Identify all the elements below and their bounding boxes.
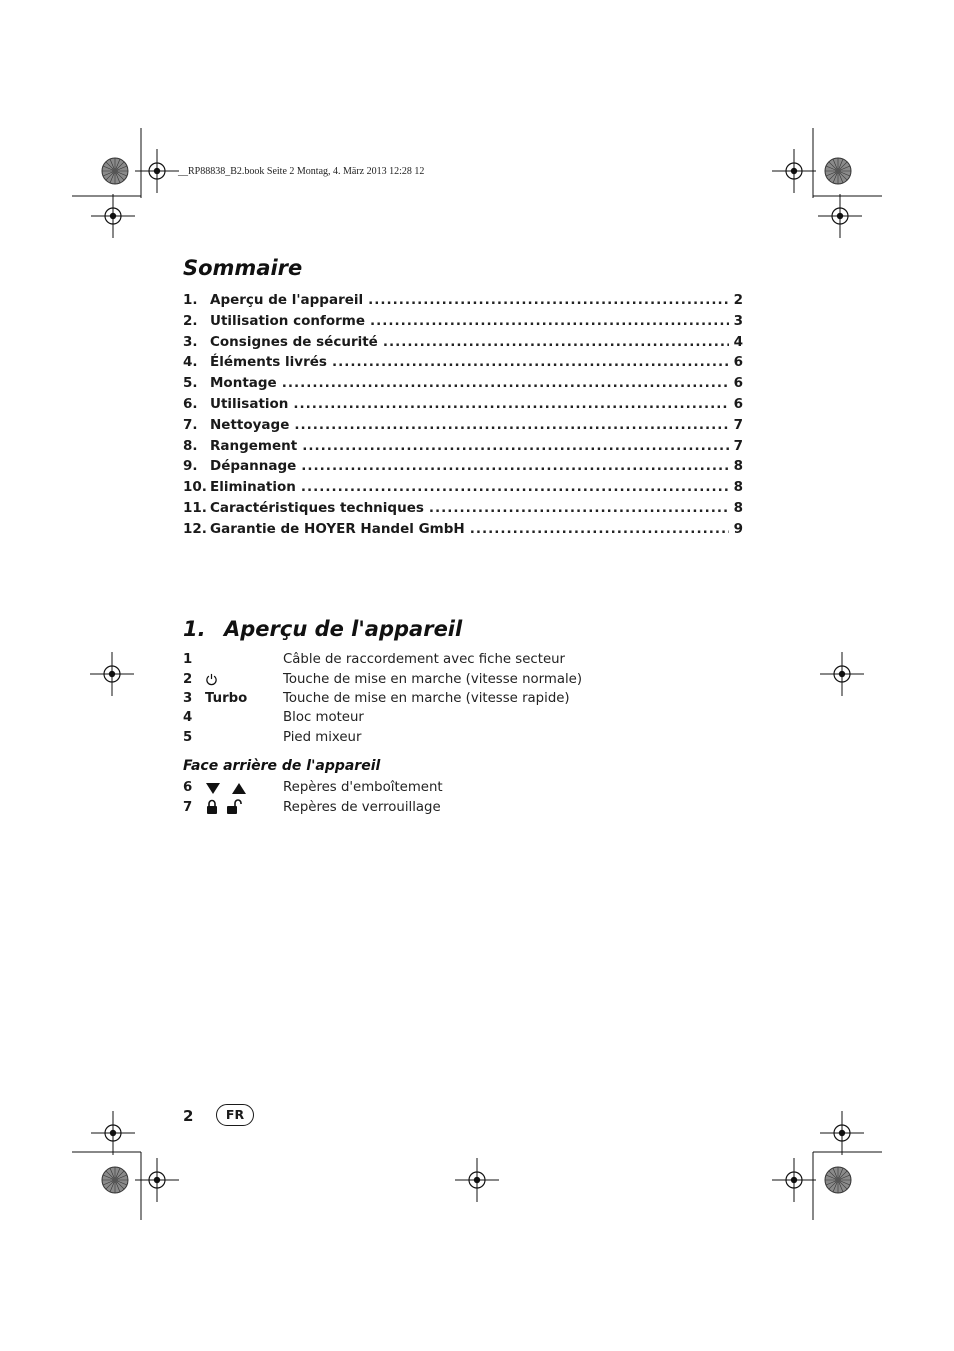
toc-entry-page: 3: [733, 312, 743, 329]
part-number: 2: [183, 671, 193, 687]
toc-entry-number: 7.: [183, 416, 198, 433]
toc-entry-page: 6: [733, 395, 743, 412]
toc-entry: [183, 458, 743, 479]
toc-leader-dots: [282, 375, 729, 391]
part-description: Repères de verrouillage: [283, 799, 441, 815]
toc-entry-title: Montage: [210, 375, 277, 392]
toc-leader-dots: [294, 417, 728, 433]
part-item: [183, 778, 743, 797]
toc-entry-title: Aperçu de l'appareil: [210, 292, 364, 308]
part-symbol-label: Turbo: [205, 690, 248, 706]
part-description: Pied mixeur: [283, 729, 362, 745]
toc-entry: [183, 438, 743, 459]
part-item: [183, 708, 743, 727]
part-item: [183, 669, 743, 688]
parts-list: [183, 650, 743, 747]
toc-leader-dots: [470, 521, 729, 537]
toc-entry-title: Garantie de HOYER Handel GmbH: [210, 520, 465, 537]
toc-entry-title: Utilisation conforme: [210, 312, 366, 329]
toc-leader-dots: [301, 458, 728, 474]
rear-view-heading: Face arrière de l'appareil: [183, 758, 381, 774]
toc-entry-title: Caractéristiques techniques: [210, 499, 424, 516]
toc-entry-number: 10.: [183, 479, 207, 496]
toc-entry-page: 8: [733, 458, 743, 475]
part-number: 1: [183, 652, 193, 668]
part-description: Repères d'emboîtement: [283, 780, 443, 796]
language-badge: FR: [216, 1104, 254, 1126]
section-title: Aperçu de l'appareil: [224, 617, 463, 641]
toc-entry-page: 6: [733, 354, 743, 371]
toc-entry-title: Consignes de sécurité: [210, 333, 378, 350]
toc-entry: [183, 417, 743, 438]
part-number: 6: [183, 780, 193, 796]
toc-entry-number: 4.: [183, 354, 198, 371]
part-number: 4: [183, 710, 193, 726]
part-symbol: [205, 673, 283, 686]
toc-entry-title: Dépannage: [210, 458, 297, 475]
toc-leader-dots: [383, 334, 729, 350]
triangle-markers-icon: [205, 781, 247, 795]
toc-entry-number: 6.: [183, 395, 198, 412]
toc-leader-dots: [302, 438, 728, 454]
toc-entry: [183, 334, 743, 355]
toc-entry: [183, 375, 743, 396]
toc-entry-page: 8: [733, 479, 743, 496]
toc-leader-dots: [370, 313, 729, 329]
table-of-contents: [183, 292, 743, 542]
part-description: Touche de mise en marche (vitesse normale): [283, 671, 583, 687]
page-number: 2: [183, 1107, 194, 1125]
toc-entry-page: 9: [733, 520, 743, 537]
toc-entry-page: 7: [733, 416, 743, 433]
toc-entry-page: 8: [733, 499, 743, 516]
toc-leader-dots: [332, 354, 729, 370]
toc-entry-number: 1.: [183, 292, 198, 308]
toc-leader-dots: [429, 500, 729, 516]
part-symbol: [205, 781, 283, 795]
toc-entry-number: 9.: [183, 458, 198, 475]
power-icon: [205, 673, 218, 686]
part-description: Câble de raccordement avec fiche secteur: [283, 652, 566, 668]
toc-entry-number: 2.: [183, 312, 198, 329]
toc-entry: [183, 521, 743, 542]
toc-entry-page: 4: [733, 333, 743, 350]
part-item: [183, 728, 743, 747]
toc-entry-page: 7: [733, 437, 743, 454]
section-heading: [183, 617, 462, 641]
toc-entry-page: 6: [733, 375, 743, 392]
part-number: 3: [183, 690, 193, 706]
part-item: [183, 689, 743, 708]
toc-leader-dots: [301, 479, 729, 495]
toc-entry: [183, 292, 743, 313]
toc-entry: [183, 313, 743, 334]
toc-entry-number: 3.: [183, 333, 198, 350]
toc-entry-title: Éléments livrés: [210, 354, 327, 371]
toc-entry-title: Utilisation: [210, 395, 289, 412]
toc-leader-dots: [368, 292, 728, 308]
part-description: Bloc moteur: [283, 710, 364, 726]
toc-entry: [183, 479, 743, 500]
toc-entry: [183, 354, 743, 375]
toc-entry-number: 12.: [183, 520, 207, 537]
section-number: 1.: [183, 617, 206, 641]
toc-entry: [183, 500, 743, 521]
part-number: 5: [183, 729, 193, 745]
toc-title: Sommaire: [183, 256, 303, 280]
toc-entry-title: Elimination: [210, 479, 296, 496]
toc-entry-page: 2: [733, 292, 743, 308]
lock-markers-icon: [205, 799, 247, 815]
toc-entry-title: Nettoyage: [210, 416, 290, 433]
part-description: Touche de mise en marche (vitesse rapide): [283, 690, 570, 706]
part-symbol: [205, 799, 283, 815]
toc-entry-number: 8.: [183, 437, 198, 454]
part-item: [183, 797, 743, 816]
toc-entry: [183, 396, 743, 417]
file-info-line: __RP88838_B2.book Seite 2 Montag, 4. März 2013 12:28 12: [178, 166, 425, 177]
toc-leader-dots: [293, 396, 728, 412]
part-symbol: [205, 691, 283, 706]
toc-entry-number: 11.: [183, 499, 207, 516]
toc-entry-title: Rangement: [210, 437, 298, 454]
part-item: [183, 650, 743, 669]
rear-parts-list: [183, 778, 743, 817]
toc-entry-number: 5.: [183, 375, 198, 392]
part-number: 7: [183, 799, 193, 815]
